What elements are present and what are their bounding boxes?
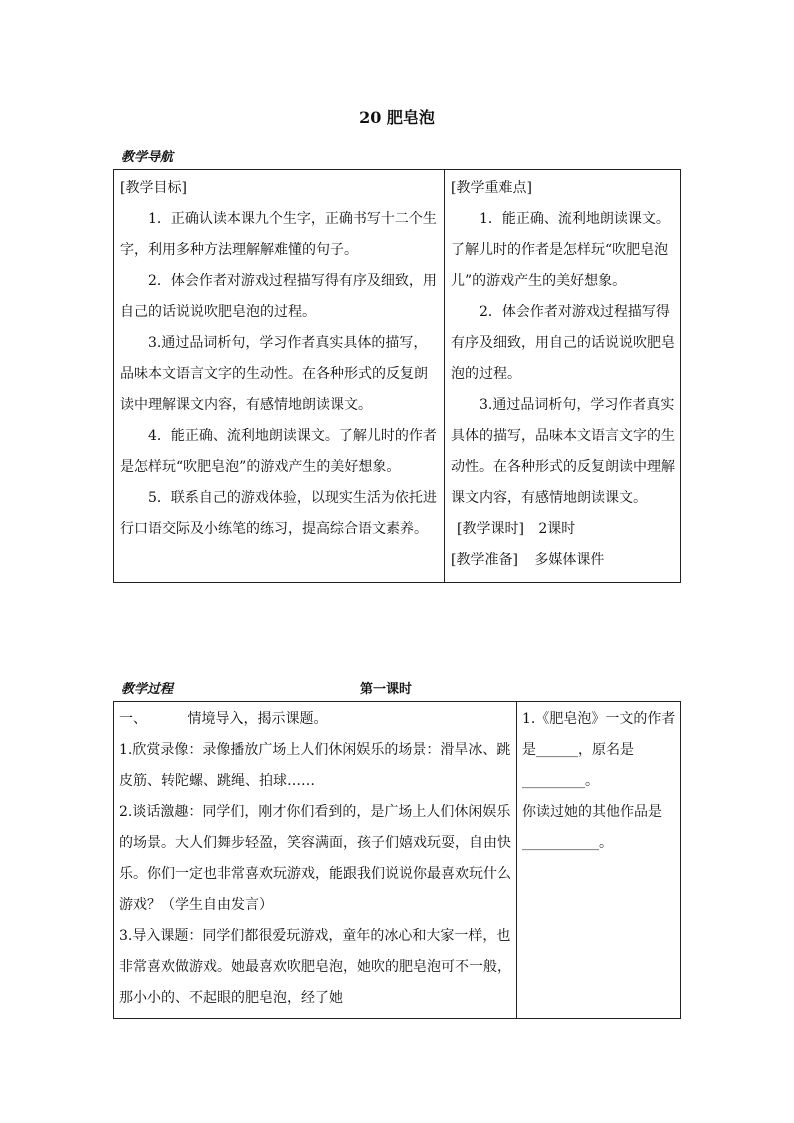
keypoints-header: [教学重难点]: [451, 180, 532, 196]
keypoint-item: 1．能正确、流利地朗读课文。了解儿时的作者是怎样玩“吹肥皂泡儿”的游戏产生的美好想象。: [451, 211, 670, 289]
goal-item: 3.通过品词析句，学习作者真实具体的描写，品味本文语言文字的生动性。在各种形式的反复朗读中理解课文内容，有感情地朗读课文。: [120, 335, 428, 413]
teaching-guide-table: [113, 169, 681, 583]
teaching-process-table: [113, 701, 681, 1019]
keypoint-item: 2．体会作者对游戏过程描写得有序及细致，用自己的话说说吹肥皂泡的过程。: [451, 304, 675, 382]
goals-header: [教学目标]: [120, 180, 187, 196]
process-cell: [114, 702, 517, 1019]
goals-cell: [114, 170, 445, 583]
process-heading-number: 一、: [119, 711, 147, 727]
process-heading: [119, 704, 513, 735]
process-item: 3.导入课题：同学们都很爱玩游戏，童年的冰心和大家一样，也非常喜欢做游戏。她最喜欢吹肥皂泡，她吹的肥皂泡可不一般，那小小的、不起眼的肥皂泡，经了她: [119, 928, 511, 1006]
class-hours-value: 2课时: [538, 521, 576, 537]
lesson-label: 第一课时: [360, 682, 413, 697]
class-hours-line: [451, 514, 675, 545]
preparation-value: 多媒体课件: [534, 552, 605, 568]
side-question-line: 1.《肥皂泡》一文的作者是______，原名是_________。: [522, 711, 676, 789]
page-title: 20 肥皂泡: [359, 108, 435, 127]
process-item: 1.欣赏录像：录像播放广场上人们休闲娱乐的场景：滑旱冰、跳皮筋、转陀螺、跳绳、拍球……: [119, 742, 511, 789]
goal-item: 2．体会作者对游戏过程描写得有序及细致，用自己的话说说吹肥皂泡的过程。: [120, 273, 437, 320]
goal-item: 4．能正确、流利地朗读课文。了解儿时的作者是怎样玩“吹肥皂泡”的游戏产生的美好想象。: [120, 428, 437, 475]
side-question-line: 你读过她的其他作品是___________。: [522, 804, 662, 851]
preparation-line: [451, 545, 675, 576]
goal-item: 1．正确认读本课九个生字，正确书写十二个生字，利用多种方法理解解难懂的句子。: [120, 211, 437, 258]
preparation-label: [教学准备]: [451, 552, 518, 568]
section-label-teaching-guide: 教学导航: [121, 150, 174, 165]
class-hours-label: [教学课时]: [457, 521, 524, 537]
goal-item: 5．联系自己的游戏体验，以现实生活为依托进行口语交际及小练笔的练习，提高综合语文素养。: [120, 490, 437, 537]
process-item: 2.谈话激趣：同学们，刚才你们看到的，是广场上人们休闲娱乐的场景。大人们舞步轻盈，笑容满面，孩子们嬉戏玩耍，自由快乐。你们一定也非常喜欢玩游戏，能跟我们说说你最喜欢玩什么游戏？（学生自由发言）: [119, 804, 511, 913]
side-question-cell: [517, 702, 681, 1019]
process-heading-text: 情境导入，揭示课题。: [187, 711, 328, 727]
keypoint-item: 3.通过品词析句，学习作者真实具体的描写，品味本文语言文字的生动性。在各种形式的反复朗读中理解课文内容，有感情地朗读课文。: [451, 397, 675, 506]
section-label-teaching-process: 教学过程: [121, 682, 174, 697]
keypoints-cell: [445, 170, 681, 583]
